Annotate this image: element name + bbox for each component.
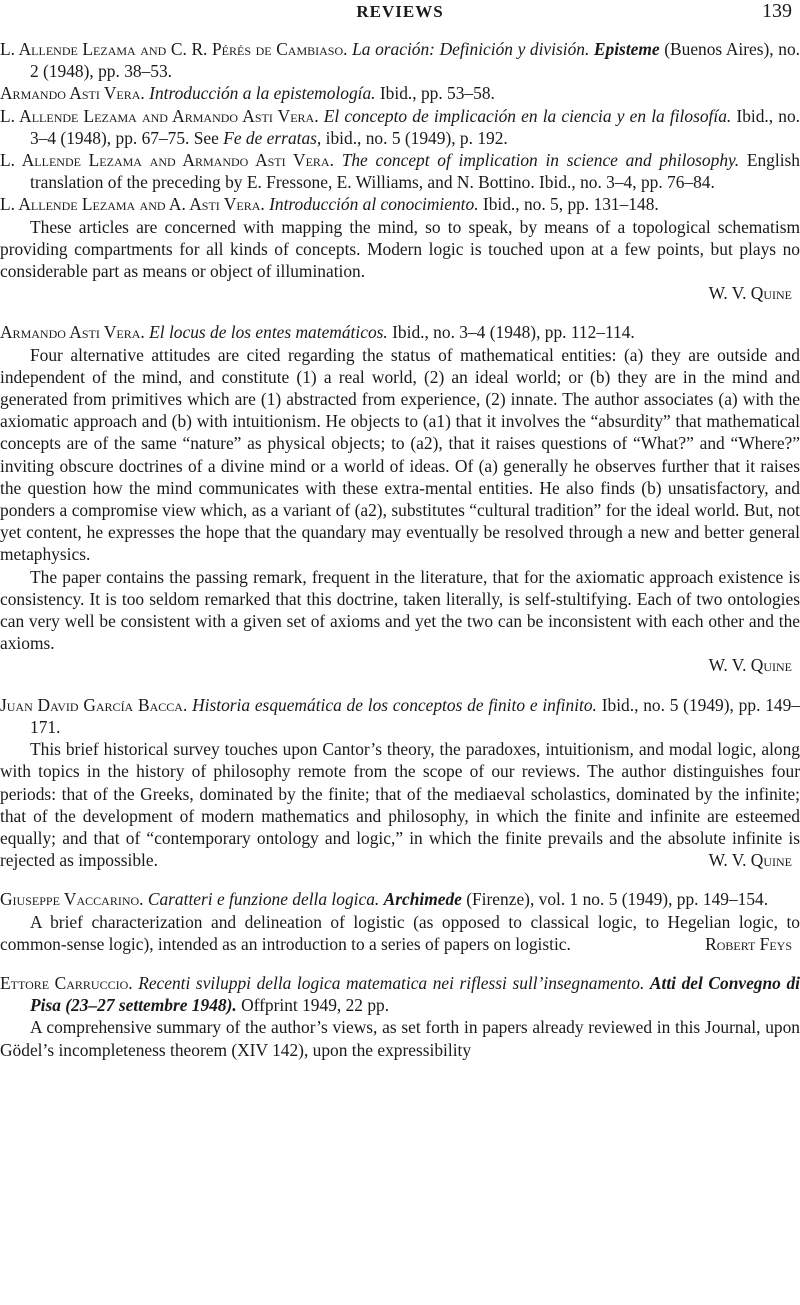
bib-journal: Archimede (383, 889, 462, 910)
running-head (0, 2, 800, 28)
spacer (0, 677, 800, 694)
bib-entry (0, 972, 800, 1016)
bib-title: Historia esquemática de los conceptos de finito e infinito. (192, 694, 597, 715)
bib-author: Juan David García Bacca. (0, 694, 188, 715)
bib-title: Caratteri e funzione della logica. (147, 889, 380, 910)
review-paragraph-text: A brief characterization and delineation of logistic (as opposed to classical logic, to Hegelian logic, to common-sense logic), intended as an introduction to a series of papers on logistic. (0, 911, 800, 954)
bib-details: (Firenze), vol. 1 no. 5 (1949), pp. 149–154. (466, 889, 769, 910)
bib-entry (0, 321, 800, 343)
running-head-title: REVIEWS (356, 2, 444, 21)
bib-details: Ibid., no. 3–4 (1948), pp. 67–75. See (30, 105, 800, 148)
spacer (0, 304, 800, 321)
review-bacca (0, 694, 800, 872)
bib-title-erratum: Fe de erratas, (223, 127, 322, 148)
review-carruccio (0, 972, 800, 1061)
bib-title: El concepto de implicación en la ciencia y en la filosofía. (323, 105, 732, 126)
bib-entry (0, 105, 800, 149)
bib-entry (0, 193, 800, 215)
bib-details: (Buenos Aires), no. 2 (1948), pp. 38–53. (30, 39, 800, 82)
bib-details-erratum: ibid., no. 5 (1949), p. 192. (325, 127, 508, 148)
bib-details: Ibid., pp. 53–58. (379, 83, 495, 104)
bib-details: English translation of the preceding by E. Fressone, E. Williams, and N. Bottino. Ibid., no. 3–4, pp. 76–84. (30, 150, 800, 193)
bib-author: L. Allende Lezama and Armando Asti Vera. (0, 105, 319, 126)
review-lezama-group (0, 38, 800, 304)
bib-author: Armando Asti Vera. (0, 83, 145, 104)
bib-entry (0, 82, 800, 104)
reviewer-signature: W. V. Quine (708, 655, 792, 676)
bib-author: Armando Asti Vera. (0, 322, 145, 343)
bib-journal: Atti del Convegno di Pisa (23–27 settembre 1948). (30, 972, 800, 1016)
review-paragraph (0, 911, 800, 955)
review-paragraph-text: This brief historical survey touches upon Cantor’s theory, the paradoxes, intuitionism, and modal logic, along with topics in the history of philosophy remote from the scope of our reviews. The author distinguishes four periods: that of the Greeks, dominated by the finite; that of the mediaeval scholastics, dominated by the infinite; that of the development of modern mathematics and philosophy, in which the finite and infinite are esteemed equally; and that of “contemporary ontology and logic,” in which the finite prevails and the absolute infinite is rejected as impossible. (0, 739, 800, 871)
bib-details: Ibid., no. 3–4 (1948), pp. 112–114. (392, 322, 635, 343)
review-paragraph: Four alternative attitudes are cited regarding the status of mathematical entities: (a) they are outside and independent of the mind, and constitute (1) a real world, (2) an ideal world; or (b) they are in the mind and generated from primitives which are (1) abstracted from experience, (2) innate. The author associates (a) with the axiomatic approach and (b) with intuitionism. He objects to (a1) that it involves the “absurdity” that mathematical concepts are of the same “nature” as physical objects; to (a2), that it raises questions of “What?” and “Where?” inviting obscure doctrines of a divine mind or a world of ideas. Of (a) generally he observes further that it raises the question how the mind communicates with these extra-mental entities. He also finds (b) unsatisfactory, and ponders a compromise view which, as a variant of (a2), substitutes “cultural tradition” for the ideal world. But, not yet content, he expresses the hope that the quandary may eventually be resolved through a new and better general metaphysics. (0, 344, 800, 565)
review-paragraph: These articles are concerned with mapping the mind, so to speak, by means of a topological schematism providing compartments for all kinds of concepts. Modern logic is touched upon at a few points, but plays no considerable part as means or object of illumination. (0, 216, 800, 282)
review-paragraph (0, 738, 800, 871)
spacer (0, 955, 800, 972)
bib-title: Introducción al conocimiento. (269, 194, 479, 215)
bib-author: L. Allende Lezama and Armando Asti Vera. (0, 150, 334, 171)
bib-details: Offprint 1949, 22 pp. (241, 995, 390, 1016)
page-body (0, 38, 800, 1061)
page-number: 139 (762, 0, 792, 22)
review-vaccarino (0, 888, 800, 955)
bib-title: The concept of implication in science and philosophy. (341, 150, 740, 171)
review-paragraph: A comprehensive summary of the author’s views, as set forth in papers already reviewed in this Journal, upon Gödel’s incompleteness theorem (XIV 142), upon the expressibility (0, 1017, 800, 1060)
bib-author: Giuseppe Vaccarino. (0, 889, 144, 910)
bib-entry (0, 694, 800, 738)
reviewer-signature: W. V. Quine (708, 850, 792, 871)
spacer (0, 871, 800, 888)
bib-details: Ibid., no. 5, pp. 131–148. (482, 194, 659, 215)
bib-author: Ettore Carruccio. (0, 972, 133, 993)
bib-entry (0, 38, 800, 82)
review-locus (0, 321, 800, 676)
bib-title: Introducción a la epistemología. (149, 83, 376, 104)
bib-title: Recenti sviluppi della logica matematica nei riflessi sull’insegnamento. (138, 972, 645, 993)
bib-details: Ibid., no. 5 (1949), pp. 149–171. (30, 694, 800, 737)
bib-author: L. Allende Lezama and A. Asti Vera. (0, 194, 265, 215)
bib-title: El locus de los entes matemáticos. (149, 322, 388, 343)
reviewer-signature: W. V. Quine (708, 283, 792, 304)
bib-title: La oración: Definición y división. (352, 39, 590, 59)
bib-entry (0, 888, 800, 910)
bib-author: L. Allende Lezama and C. R. Pérés de Cambiaso. (0, 39, 348, 59)
review-paragraph: The paper contains the passing remark, frequent in the literature, that for the axiomatic approach existence is consistency. It is too seldom remarked that this doctrine, taken literally, is self-stultifying. Each of two ontologies can very well be consistent with a given set of axioms and yet the two can be inconsistent with each other and the axioms. (0, 566, 800, 654)
bib-entry (0, 149, 800, 193)
bib-journal: Episteme (593, 39, 660, 59)
reviewer-signature: Robert Feys (705, 933, 792, 954)
